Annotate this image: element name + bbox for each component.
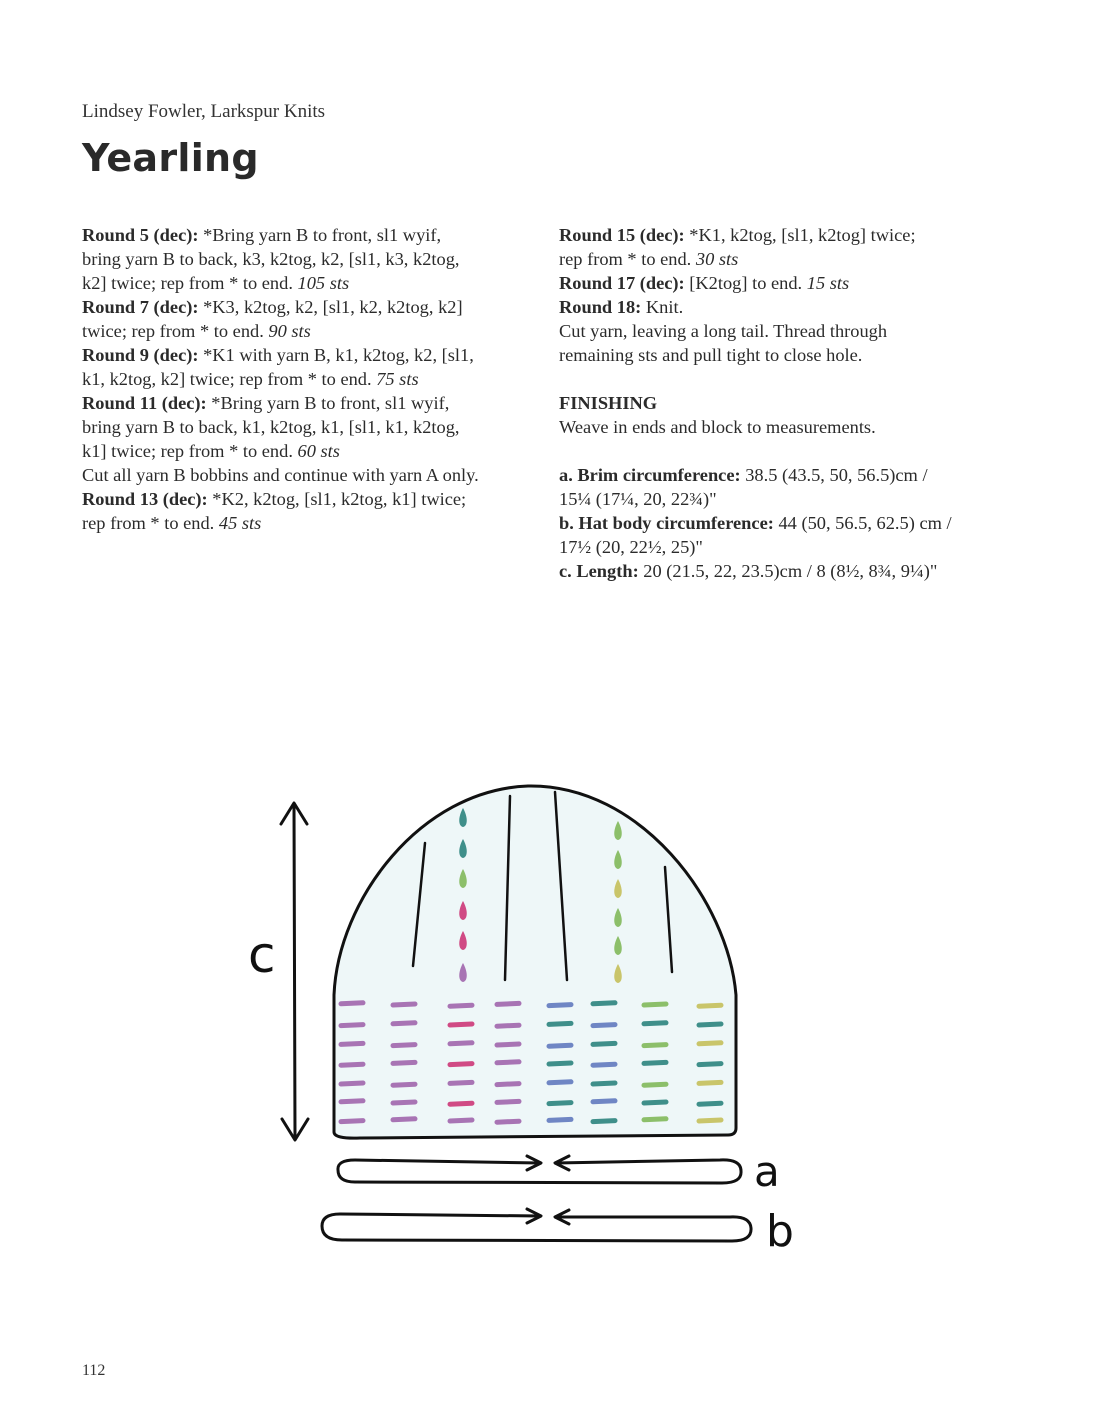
text-run: Cut yarn, leaving a long tail. Thread through <box>559 321 888 341</box>
text-run: rep from * to end. <box>82 513 219 533</box>
brim-dash <box>644 1045 666 1046</box>
text-line <box>559 463 979 487</box>
bold-label: b. Hat body circumference: <box>559 513 779 533</box>
brim-dash <box>450 1103 472 1104</box>
text-run: *Bring yarn B to front, sl1 wyif, <box>203 225 442 245</box>
text-run: *Bring yarn B to front, sl1 wyif, <box>211 393 450 413</box>
text-line <box>82 463 522 487</box>
brim-dash <box>593 1121 615 1122</box>
text-run: 38.5 (43.5, 50, 56.5)cm / <box>745 465 928 485</box>
brim-dash <box>341 1064 363 1065</box>
text-line <box>559 535 979 559</box>
brim-dash <box>497 1062 519 1063</box>
text-run: 44 (50, 56.5, 62.5) cm / <box>778 513 952 533</box>
byline: Lindsey Fowler, Larkspur Knits <box>82 101 326 122</box>
brim-dash <box>549 1063 571 1064</box>
brim-dash <box>644 1062 666 1063</box>
brim-dash <box>450 1024 472 1025</box>
text-run: *K2, k2tog, [sl1, k2tog, k1] twice; <box>212 489 467 509</box>
text-line <box>82 415 522 439</box>
label-c: c <box>248 926 276 984</box>
length-arrow <box>281 803 308 1140</box>
brim-dash <box>393 1084 415 1085</box>
text-run: Knit. <box>645 297 684 317</box>
brim-dash <box>699 1120 721 1121</box>
paragraph-gap <box>559 367 979 391</box>
brim-circumference-arrow <box>338 1156 741 1183</box>
brim-dash <box>644 1004 666 1005</box>
instructions-right-column <box>559 223 979 583</box>
brim-dash <box>341 1121 363 1122</box>
text-line <box>559 343 979 367</box>
brim-dash <box>644 1102 666 1103</box>
brim-dash <box>497 1025 519 1026</box>
bold-label: Round 7 (dec): <box>82 297 204 317</box>
bold-label: Round 9 (dec): <box>82 345 204 365</box>
brim-dash <box>644 1084 666 1085</box>
brim-dash <box>450 1082 472 1083</box>
text-line <box>82 439 522 463</box>
text-line <box>82 367 522 391</box>
brim-dash <box>497 1121 519 1122</box>
brim-dash <box>393 1023 415 1024</box>
bold-label: Round 13 (dec): <box>82 489 213 509</box>
text-line <box>559 391 979 415</box>
label-b: b <box>766 1206 794 1257</box>
text-line <box>559 295 979 319</box>
text-line <box>559 223 979 247</box>
text-run: *K3, k2tog, k2, [sl1, k2, k2tog, k2] <box>203 297 463 317</box>
text-run: Weave in ends and block to measurements. <box>559 417 876 437</box>
brim-dash <box>593 1083 615 1084</box>
brim-dash <box>593 1043 615 1044</box>
text-line <box>82 223 522 247</box>
text-line <box>82 391 522 415</box>
text-run: bring yarn B to back, k3, k2tog, k2, [sl1, k3, k2tog, <box>82 249 460 269</box>
bold-label: Round 17 (dec): <box>559 273 690 293</box>
stitch-count: 60 sts <box>297 441 340 461</box>
brim-dash <box>393 1119 415 1120</box>
brim-dash <box>393 1102 415 1103</box>
brim-dash <box>593 1025 615 1026</box>
page-title: Yearling <box>82 136 259 180</box>
brim-dash <box>341 1025 363 1026</box>
text-run: k2] twice; rep from * to end. <box>82 273 298 293</box>
body-circumference-arrow <box>322 1209 751 1241</box>
text-line <box>559 511 979 535</box>
text-line <box>559 487 979 511</box>
brim-dash <box>497 1084 519 1085</box>
brim-dash <box>450 1005 472 1006</box>
brim-dash <box>699 1024 721 1025</box>
bold-label: c. Length: <box>559 561 644 581</box>
text-line <box>559 271 979 295</box>
text-run: bring yarn B to back, k1, k2tog, k1, [sl1, k1, k2tog, <box>82 417 460 437</box>
brim-dash <box>341 1101 363 1102</box>
stitch-count: 30 sts <box>695 249 739 269</box>
brim-dash <box>393 1062 415 1063</box>
bold-label: Round 11 (dec): <box>82 393 212 413</box>
text-run: remaining sts and pull tight to close hole. <box>559 345 863 365</box>
stitch-count: 75 sts <box>376 369 419 389</box>
text-run: *K1, k2tog, [sl1, k2tog] twice; <box>689 225 916 245</box>
brim-dash <box>549 1045 571 1046</box>
text-run: 15¼ (17¼, 20, 22¾)" <box>559 489 717 509</box>
page-number: 112 <box>82 1362 106 1379</box>
bold-label: FINISHING <box>559 393 658 413</box>
brim-dash <box>699 1005 721 1006</box>
brim-dash <box>450 1064 472 1065</box>
text-line <box>82 511 522 535</box>
brim-dash <box>549 1103 571 1104</box>
text-line <box>559 247 979 271</box>
bold-label: Round 15 (dec): <box>559 225 690 245</box>
bold-label: Round 5 (dec): <box>82 225 204 245</box>
brim-dash <box>497 1101 519 1102</box>
brim-dash <box>341 1003 363 1004</box>
brim-dash <box>497 1044 519 1045</box>
text-line <box>82 343 522 367</box>
brim-dash <box>341 1083 363 1084</box>
label-a: a <box>754 1147 780 1196</box>
brim-dash <box>549 1119 571 1120</box>
brim-dash <box>644 1023 666 1024</box>
brim-dash <box>549 1005 571 1006</box>
text-run: [K2tog] to end. <box>689 273 807 293</box>
brim-dash <box>593 1064 615 1065</box>
brim-dash <box>549 1023 571 1024</box>
stitch-count: 15 sts <box>806 273 850 293</box>
brim-dash <box>341 1043 363 1044</box>
text-run: k1, k2tog, k2] twice; rep from * to end. <box>82 369 377 389</box>
brim-dash <box>393 1045 415 1046</box>
text-line <box>82 319 522 343</box>
brim-dash <box>393 1004 415 1005</box>
text-run: 17½ (20, 22½, 25)" <box>559 537 703 557</box>
text-line <box>559 415 979 439</box>
text-run: rep from * to end. <box>559 249 696 269</box>
stitch-count: 45 sts <box>218 513 262 533</box>
text-run: 20 (21.5, 22, 23.5)cm / 8 (8½, 8¾, 9¼)" <box>643 561 938 581</box>
brim-dash <box>450 1043 472 1044</box>
text-line <box>82 295 522 319</box>
paragraph-gap <box>559 439 979 463</box>
bold-label: a. Brim circumference: <box>559 465 746 485</box>
brim-dash <box>644 1119 666 1120</box>
text-line <box>82 487 522 511</box>
text-run: Cut all yarn B bobbins and continue with yarn A only. <box>82 465 479 485</box>
text-line <box>559 559 979 583</box>
instructions-left-column <box>82 223 522 535</box>
brim-dash <box>497 1003 519 1004</box>
brim-dash <box>450 1120 472 1121</box>
stitch-count: 90 sts <box>268 321 311 341</box>
brim-dash <box>593 1101 615 1102</box>
text-run: k1] twice; rep from * to end. <box>82 441 298 461</box>
text-run: twice; rep from * to end. <box>82 321 269 341</box>
text-line <box>82 247 522 271</box>
brim-dash <box>699 1082 721 1083</box>
stitch-count: 105 sts <box>297 273 350 293</box>
brim-dash <box>549 1082 571 1083</box>
brim-dash <box>699 1043 721 1044</box>
bold-label: Round 18: <box>559 297 646 317</box>
brim-dash <box>699 1103 721 1104</box>
hat-schematic-diagram <box>0 600 1107 1280</box>
text-line <box>82 271 522 295</box>
brim-dash <box>699 1064 721 1065</box>
text-line <box>559 319 979 343</box>
text-run: *K1 with yarn B, k1, k2tog, k2, [sl1, <box>203 345 474 365</box>
brim-dash <box>593 1003 615 1004</box>
